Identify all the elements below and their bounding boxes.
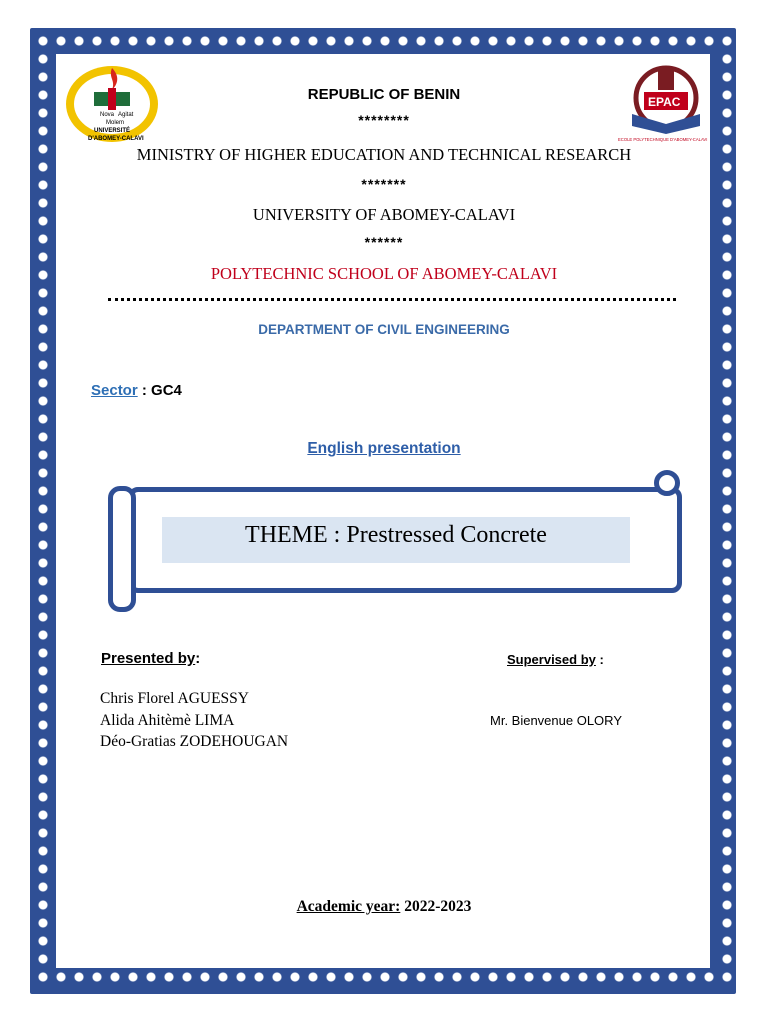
presenter-name: Alida Ahitèmè LIMA [100,712,235,729]
epac-logo [614,64,710,144]
separator-stars-1: ******** [358,112,410,128]
university-title: UNIVERSITY OF ABOMEY-CALAVI [252,205,516,224]
logo-motto-3: Molem [106,120,125,126]
theme-title: THEME : Prestressed Concrete [245,522,547,548]
supervised-by-suffix: : [595,652,604,667]
epac-logo-caption: ECOLE POLYTECHNIQUE D'ABOMEY-CALAVI [618,137,708,142]
department-title: DEPARTMENT OF CIVIL ENGINEERING [258,322,510,337]
sector-separator: : [137,382,152,399]
supervised-by-heading [507,652,604,667]
supervised-by-label: Supervised by [507,652,596,667]
school-title: POLYTECHNIC SCHOOL OF ABOMEY-CALAVI [210,264,558,283]
presenter-name: Déo-Gratias ZODEHOUGAN [100,733,289,750]
scroll-left-roll [108,486,136,612]
ministry-title: MINISTRY OF HIGHER EDUCATION AND TECHNICAL RESEARCH [136,145,632,164]
logo-motto-2: Agitat [118,112,134,118]
presenter-name: Chris Florel AGUESSY [100,690,249,707]
epac-logo-text: EPAC [648,95,681,109]
academic-year-label: Academic year: [296,898,401,915]
logo-text-top: UNIVERSITÉ [94,128,131,134]
separator-stars-3: ****** [364,234,404,250]
republic-title: REPUBLIC OF BENIN [307,86,461,103]
presentation-type: English presentation [307,440,461,457]
presented-by-label: Presented by [101,650,196,667]
dotted-divider [108,298,676,301]
separator-stars-2: ******* [361,176,407,192]
presented-by-suffix: : [195,650,201,667]
logo-motto-1: Nova [100,112,115,118]
supervisor-name: Mr. Bienvenue OLORY [490,713,622,728]
sector-value: GC4 [151,382,182,399]
logo-text-bottom: D'ABOMEY-CALAVI [88,136,144,142]
sector-line [91,382,182,399]
academic-year [0,898,768,916]
presented-by-heading [101,650,200,667]
academic-year-value: 2022-2023 [404,898,472,915]
scroll-right-curl [654,470,680,496]
sector-label: Sector [91,382,138,399]
